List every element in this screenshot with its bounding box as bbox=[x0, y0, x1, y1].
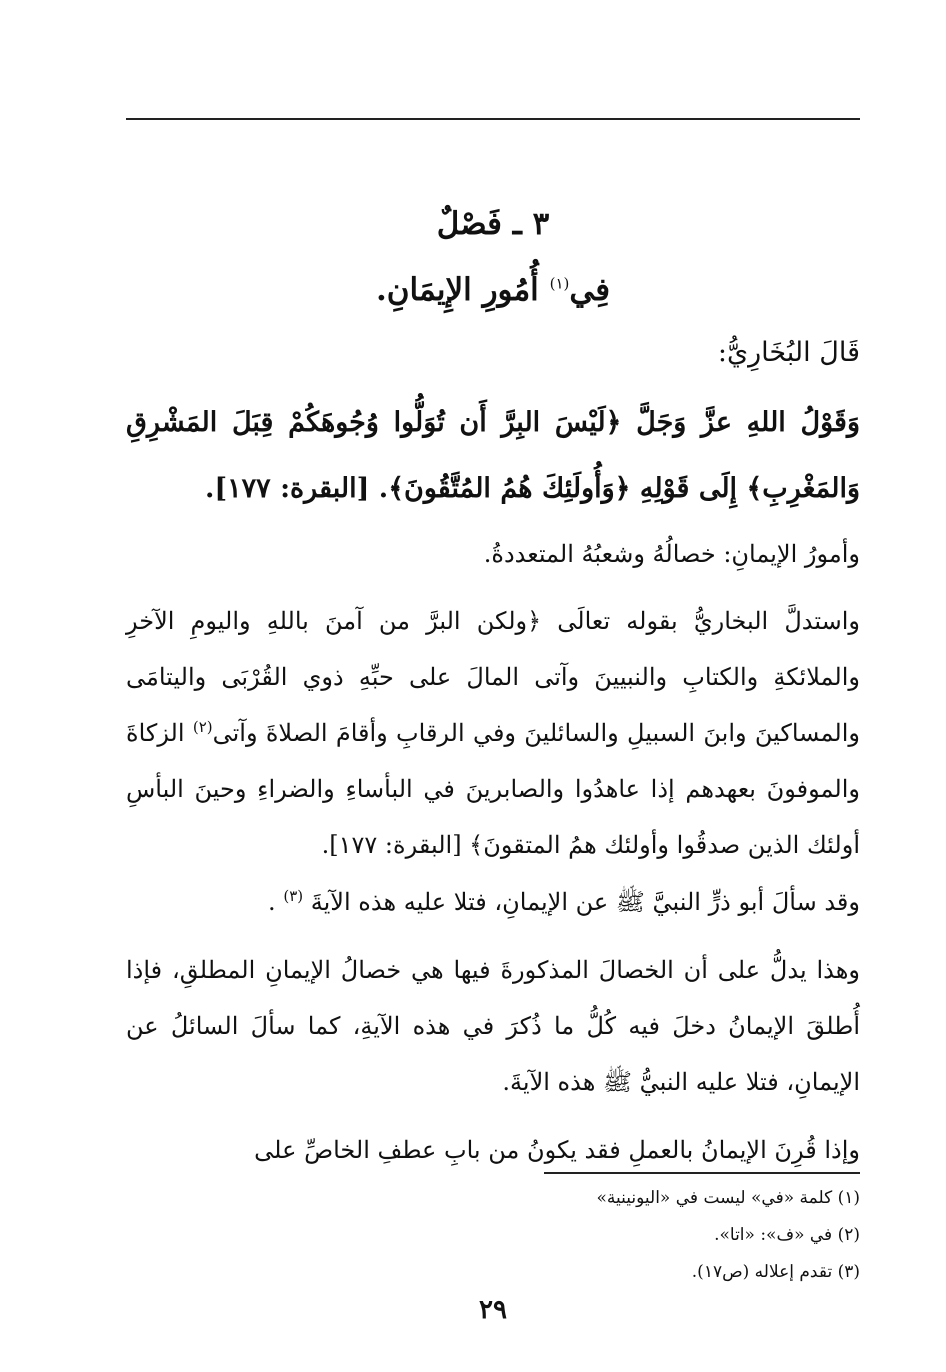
chapter-subtitle bbox=[126, 266, 860, 314]
paragraph-3-part-b: . bbox=[268, 888, 276, 916]
paragraph-2-part-a: واستدلَّ البخاريُّ بقوله تعالَى ﴿ولكن البرَّ من آمنَ باللهِ واليومِ الآخرِ والملائكةِ والكتابِ والنبيينَ وآتى المالَ على حبِّهِ ذوي القُرْبَى واليتامَى والمساكينَ وابنَ السبيلِ والسائلينَ وفي الرقابِ وأقامَ الصلاةَ وآتى bbox=[126, 607, 860, 747]
quran-quote: وَقَوْلُ اللهِ عزَّ وَجَلَّ ﴿لَيْسَ البِرَّ أَن تُوَلُّوا وُجُوهَكُمْ قِبَلَ المَشْرِقِ وَالمَغْرِبِ﴾ إِلَى قَوْلِهِ ﴿وَأُولَئِكَ هُمُ المُتَّقُونَ﴾. [البقرة: ١٧٧]. bbox=[126, 407, 860, 504]
footnote-ref-3: (٣) bbox=[283, 887, 304, 905]
footnote-ref-2: (٢) bbox=[192, 718, 213, 736]
footnote-2: (٢) في «ف»: «اتا». bbox=[714, 1225, 860, 1245]
speaker-line: قَالَ البُخَارِيُّ: bbox=[717, 337, 860, 368]
header-rule bbox=[126, 118, 860, 120]
footnote-rule bbox=[544, 1172, 860, 1174]
chapter-title: ٣ ـ فَصْلٌ bbox=[436, 206, 550, 242]
paragraph-2-part-b: الزكاةَ والموفونَ بعهدهم إذا عاهدُوا والصابرينَ في البأساءِ والضراءِ وحينَ البأسِ أولئك الذين صدقُوا وأولئك همُ المتقونَ﴾ [البقرة: ١٧٧]. bbox=[126, 719, 860, 859]
paragraph-3-part-a: وقد سألَ أبو ذرٍّ النبيَّ ﷺ عن الإيمانِ، فتلا عليه هذه الآيةَ bbox=[310, 888, 860, 916]
paragraph-4: وهذا يدلُّ على أن الخصالَ المذكورةَ فيها هي خصالُ الإيمانِ المطلقِ، فإذا أُطلقَ الإيمانُ دخلَ فيه كُلُّ ما ذُكرَ في هذه الآيةِ، كما سألَ السائلُ عن الإيمانِ، فتلا عليه النبيُّ ﷺ هذه الآيةَ. bbox=[126, 956, 860, 1096]
page-number: ٢٩ bbox=[479, 1295, 507, 1325]
footnote-1: (١) كلمة «في» ليست في «اليونينية» bbox=[596, 1188, 860, 1208]
footnote-ref-1: (١) bbox=[549, 274, 570, 293]
paragraph-3 bbox=[126, 874, 860, 930]
paragraph-5: وإذا قُرِنَ الإيمانُ بالعملِ فقد يكونُ من بابِ عطفِ الخاصِّ على bbox=[254, 1136, 860, 1164]
footnote-3: (٣) تقدم إعلاله (ص١٧). bbox=[691, 1262, 860, 1282]
footnotes bbox=[126, 1180, 860, 1291]
chapter-subtitle-prefix: فِي bbox=[569, 272, 611, 308]
chapter-subtitle-text: أُمُورِ الإِيمَانِ. bbox=[375, 272, 539, 308]
paragraph-2 bbox=[126, 593, 860, 873]
paragraph-1: وأمورُ الإيمانِ: خصالُهُ وشعبُهُ المتعددةُ. bbox=[483, 540, 860, 568]
